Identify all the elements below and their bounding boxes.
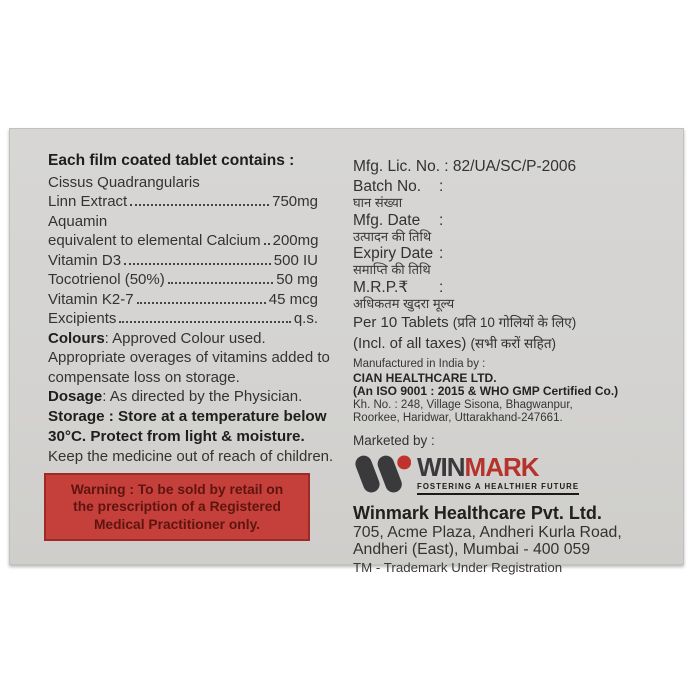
colours-line: Colours: Approved Colour used. xyxy=(48,329,266,347)
marketed-by-line: Marketed by : xyxy=(353,432,435,448)
manufacturer-address: Roorkee, Haridwar, Uttarakhand-247661. xyxy=(353,412,563,424)
mrp-hindi: अधिकतम खुदरा मूल्य xyxy=(353,295,455,311)
ingredient-row: equivalent to elemental Calcium 200mg xyxy=(48,232,319,249)
expiry-date-hindi: समाप्ति की तिथि xyxy=(353,262,431,277)
winmark-tagline: FOSTERING A HEALTHIER FUTURE xyxy=(417,482,579,495)
warning-text: Warning : To be sold by retail on xyxy=(70,481,284,497)
manufacturer-name: CIAN HEALTHCARE LTD. xyxy=(353,370,497,385)
overage-note: Appropriate overages of vitamins added to xyxy=(48,349,330,366)
warning-text: Medical Practitioner only. xyxy=(93,516,261,532)
ingredient-row: Aquamin xyxy=(48,212,108,230)
dot-leader xyxy=(119,321,290,323)
mfg-date-field: Mfg. Date : उत्पादन की तिथि xyxy=(353,212,677,245)
winmark-logo xyxy=(353,452,677,499)
winmark-wordmark: WINMARK xyxy=(417,451,539,482)
dot-leader xyxy=(124,263,271,265)
trademark-line: TM - Trademark Under Registration xyxy=(353,559,563,575)
overage-note: compensate loss on storage. xyxy=(48,368,240,386)
dot-leader xyxy=(130,204,269,206)
dot-leader xyxy=(264,243,270,245)
storage-line: Storage : Store at a temperature below xyxy=(48,407,327,425)
mfg-lic-value: 82/UA/SC/P-2006 xyxy=(452,158,577,175)
marketer-address: 705, Acme Plaza, Andheri Kurla Road, xyxy=(353,523,622,541)
manufactured-by-line: Manufactured in India by : xyxy=(353,358,486,370)
batch-no-hindi: घान संख्या xyxy=(353,195,403,210)
expiry-date-field: Expiry Date : समाप्ति की तिथि xyxy=(353,245,677,278)
manufacturer-address: Kh. No. : 248, Village Sisona, Bhagwanpur, xyxy=(353,398,573,411)
batch-no-field: Batch No. : घान संख्या xyxy=(353,178,677,211)
manufacturer-block xyxy=(353,358,677,426)
ingredient-row: Vitamin D3 500 IU xyxy=(48,251,318,269)
dot-leader xyxy=(137,302,266,304)
mfg-lic-row: Mfg. Lic. No. : 82/UA/SC/P-2006 xyxy=(353,158,577,175)
per-tablets-line: Per 10 Tablets (प्रति 10 गोलियों के लिए) xyxy=(353,314,577,331)
marketer-name: Winmark Healthcare Pvt. Ltd. xyxy=(353,502,602,523)
storage-line: 30°C. Protect from light & moisture. xyxy=(48,427,305,445)
keep-away-line: Keep the medicine out of reach of children. xyxy=(48,447,334,465)
ingredient-row: Excipients q.s. xyxy=(48,310,318,327)
warning-text: the prescription of a Registered xyxy=(73,499,281,515)
logo-red-dot xyxy=(397,455,411,469)
ingredient-row: Tocotrienol (50%) 50 mg xyxy=(48,271,318,288)
regulatory-section xyxy=(353,157,677,576)
dot-leader xyxy=(168,282,274,284)
ingredient-row: Vitamin K2-7 45 mcg xyxy=(48,290,318,308)
marketer-address: Andheri (East), Mumbai - 400 059 xyxy=(353,541,591,558)
medicine-label-card xyxy=(9,128,684,575)
warning-box xyxy=(44,473,310,541)
ingredient-row: Linn Extract 750mg xyxy=(48,193,318,210)
taxes-line: (Incl. of all taxes) (सभी करों सहित) xyxy=(353,335,557,352)
manufacturer-cert: (An ISO 9001 : 2015 & WHO GMP Certified Co.) xyxy=(353,384,619,398)
winmark-logo-icon xyxy=(353,452,411,499)
ingredient-row: Cissus Quadrangularis xyxy=(48,173,200,191)
composition-heading: Each film coated tablet contains : xyxy=(48,152,295,169)
mfg-date-hindi: उत्पादन की तिथि xyxy=(353,228,432,244)
mrp-field: M.R.P.₹ : अधिकतम खुदरा मूल्य xyxy=(353,279,677,312)
composition-section xyxy=(48,151,346,466)
dosage-line: Dosage: As directed by the Physician. xyxy=(48,388,303,405)
